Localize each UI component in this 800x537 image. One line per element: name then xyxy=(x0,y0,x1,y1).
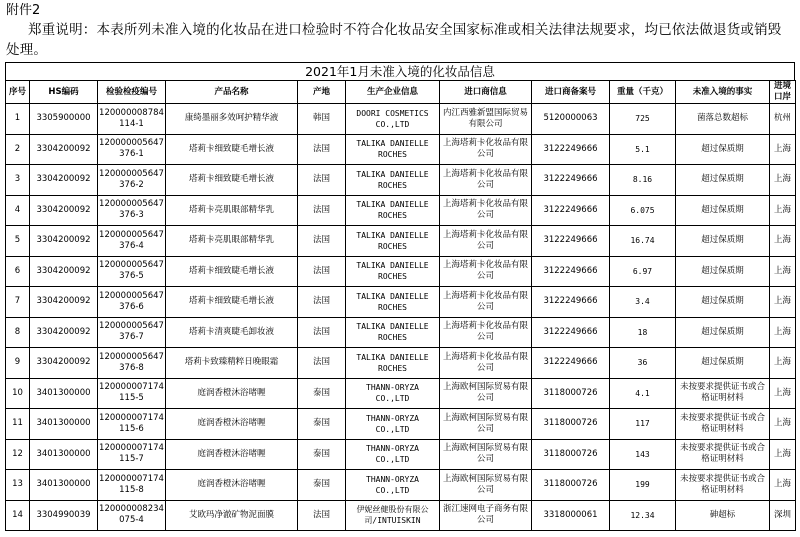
cell-reason: 超过保质期 xyxy=(676,134,770,165)
cell-origin: 法国 xyxy=(298,195,346,226)
cell-manufacturer: TALIKA DANIELLE ROCHES xyxy=(346,165,440,196)
cell-record-no: 3122249666 xyxy=(532,134,610,165)
cell-reason: 未按要求提供证书或合格证明材料 xyxy=(676,409,770,440)
cell-manufacturer: THANN-ORYZA CO.,LTD xyxy=(346,409,440,440)
column-header: 序号 xyxy=(6,81,30,104)
cell-port: 上海 xyxy=(770,256,796,287)
cell-record-no: 3118000726 xyxy=(532,409,610,440)
cell-hs-code: 3304200092 xyxy=(30,287,98,318)
cell-product-name: 庭润香橙沐浴啫喱 xyxy=(166,439,298,470)
cell-weight: 725 xyxy=(610,104,676,135)
cell-origin: 韩国 xyxy=(298,104,346,135)
cell-weight: 6.075 xyxy=(610,195,676,226)
cell-origin: 法国 xyxy=(298,287,346,318)
cell-manufacturer: THANN-ORYZA CO.,LTD xyxy=(346,470,440,501)
cell-record-no: 3118000726 xyxy=(532,378,610,409)
cell-product-name: 塔莉卡细致睫毛增长液 xyxy=(166,165,298,196)
cell-hs-code: 3304200092 xyxy=(30,165,98,196)
cell-hs-code: 3304200092 xyxy=(30,226,98,257)
cell-hs-code: 3401300000 xyxy=(30,378,98,409)
column-header: 产品名称 xyxy=(166,81,298,104)
cell-record-no: 3122249666 xyxy=(532,256,610,287)
table-row xyxy=(6,287,796,318)
table-row xyxy=(6,439,796,470)
cell-manufacturer: DOORI COSMETICS CO.,LTD xyxy=(346,104,440,135)
table-row xyxy=(6,256,796,287)
column-header: 产地 xyxy=(298,81,346,104)
column-header: 重量（千克） xyxy=(610,81,676,104)
cell-port: 上海 xyxy=(770,409,796,440)
cell-weight: 3.4 xyxy=(610,287,676,318)
cell-origin: 法国 xyxy=(298,500,346,530)
cell-no: 5 xyxy=(6,226,30,257)
cell-origin: 法国 xyxy=(298,256,346,287)
cell-weight: 6.97 xyxy=(610,256,676,287)
cell-hs-code: 3304200092 xyxy=(30,348,98,379)
cell-no: 6 xyxy=(6,256,30,287)
cell-port: 上海 xyxy=(770,165,796,196)
cell-importer: 上海欧柯国际贸易有限公司 xyxy=(440,409,532,440)
cell-port: 上海 xyxy=(770,226,796,257)
cell-reason: 超过保质期 xyxy=(676,287,770,318)
cell-product-name: 塔莉卡亮肌眼部精华乳 xyxy=(166,226,298,257)
cell-importer: 上海欧柯国际贸易有限公司 xyxy=(440,470,532,501)
cell-inspection-no: 120000005647376-2 xyxy=(98,165,166,196)
cell-inspection-no: 120000007174115-5 xyxy=(98,378,166,409)
cell-port: 上海 xyxy=(770,287,796,318)
cell-weight: 18 xyxy=(610,317,676,348)
cell-no: 11 xyxy=(6,409,30,440)
cell-no: 7 xyxy=(6,287,30,318)
cell-inspection-no: 120000005647376-1 xyxy=(98,134,166,165)
cell-inspection-no: 120000007174115-8 xyxy=(98,470,166,501)
cell-manufacturer: TALIKA DANIELLE ROCHES xyxy=(346,256,440,287)
cell-port: 上海 xyxy=(770,195,796,226)
cell-no: 10 xyxy=(6,378,30,409)
cell-record-no: 3122249666 xyxy=(532,317,610,348)
cell-record-no: 3122249666 xyxy=(532,348,610,379)
table-header-row xyxy=(6,81,796,104)
cell-hs-code: 3304200092 xyxy=(30,317,98,348)
cell-product-name: 庭润香橙沐浴啫喱 xyxy=(166,378,298,409)
cell-reason: 未按要求提供证书或合格证明材料 xyxy=(676,439,770,470)
cell-port: 上海 xyxy=(770,439,796,470)
table-row xyxy=(6,134,796,165)
table-row xyxy=(6,195,796,226)
cell-product-name: 塔莉卡细致睫毛增长液 xyxy=(166,287,298,318)
cell-inspection-no: 120000005647376-7 xyxy=(98,317,166,348)
cell-inspection-no: 120000008784114-1 xyxy=(98,104,166,135)
cell-reason: 砷超标 xyxy=(676,500,770,530)
cell-origin: 泰国 xyxy=(298,439,346,470)
cell-record-no: 3122249666 xyxy=(532,195,610,226)
cell-origin: 法国 xyxy=(298,348,346,379)
cell-inspection-no: 120000008234075-4 xyxy=(98,500,166,530)
cell-reason: 菌落总数超标 xyxy=(676,104,770,135)
cell-importer: 上海塔莉卡化妆品有限公司 xyxy=(440,134,532,165)
cell-manufacturer: TALIKA DANIELLE ROCHES xyxy=(346,348,440,379)
cell-manufacturer: TALIKA DANIELLE ROCHES xyxy=(346,317,440,348)
cell-reason: 超过保质期 xyxy=(676,195,770,226)
cell-no: 9 xyxy=(6,348,30,379)
cell-inspection-no: 120000005647376-6 xyxy=(98,287,166,318)
column-header: 检验检疫编号 xyxy=(98,81,166,104)
cell-port: 上海 xyxy=(770,317,796,348)
cell-hs-code: 3304200092 xyxy=(30,256,98,287)
cell-origin: 法国 xyxy=(298,317,346,348)
column-header: HS编码 xyxy=(30,81,98,104)
cell-origin: 法国 xyxy=(298,165,346,196)
cell-hs-code: 3304200092 xyxy=(30,195,98,226)
cosmetics-table xyxy=(5,80,796,531)
cell-origin: 泰国 xyxy=(298,409,346,440)
cell-manufacturer: TALIKA DANIELLE ROCHES xyxy=(346,134,440,165)
cell-record-no: 3122249666 xyxy=(532,226,610,257)
cell-origin: 法国 xyxy=(298,134,346,165)
cell-weight: 143 xyxy=(610,439,676,470)
cell-product-name: 塔莉卡细致睫毛增长液 xyxy=(166,256,298,287)
table-row xyxy=(6,470,796,501)
table-row xyxy=(6,348,796,379)
cell-no: 3 xyxy=(6,165,30,196)
cell-weight: 5.1 xyxy=(610,134,676,165)
table-title: 2021年1月未准入境的化妆品信息 xyxy=(5,62,795,80)
cell-weight: 4.1 xyxy=(610,378,676,409)
cell-weight: 12.34 xyxy=(610,500,676,530)
table-row xyxy=(6,226,796,257)
cell-inspection-no: 120000007174115-6 xyxy=(98,409,166,440)
cell-port: 上海 xyxy=(770,470,796,501)
cell-no: 2 xyxy=(6,134,30,165)
cell-importer: 上海欧柯国际贸易有限公司 xyxy=(440,378,532,409)
cell-product-name: 庭润香橙沐浴啫喱 xyxy=(166,409,298,440)
cell-no: 8 xyxy=(6,317,30,348)
cell-product-name: 庭润香橙沐浴啫喱 xyxy=(166,470,298,501)
cell-inspection-no: 120000005647376-4 xyxy=(98,226,166,257)
cell-record-no: 3122249666 xyxy=(532,165,610,196)
cell-importer: 上海塔莉卡化妆品有限公司 xyxy=(440,256,532,287)
cell-reason: 未按要求提供证书或合格证明材料 xyxy=(676,378,770,409)
cell-inspection-no: 120000005647376-5 xyxy=(98,256,166,287)
cell-port: 上海 xyxy=(770,348,796,379)
cell-product-name: 塔莉卡细致睫毛增长液 xyxy=(166,134,298,165)
cell-manufacturer: TALIKA DANIELLE ROCHES xyxy=(346,287,440,318)
table-row xyxy=(6,104,796,135)
cell-reason: 未按要求提供证书或合格证明材料 xyxy=(676,470,770,501)
cell-port: 上海 xyxy=(770,134,796,165)
cell-reason: 超过保质期 xyxy=(676,317,770,348)
cell-record-no: 3122249666 xyxy=(532,287,610,318)
column-header: 生产企业信息 xyxy=(346,81,440,104)
cell-no: 14 xyxy=(6,500,30,530)
table-row xyxy=(6,317,796,348)
cell-no: 4 xyxy=(6,195,30,226)
cell-no: 12 xyxy=(6,439,30,470)
cell-port: 上海 xyxy=(770,378,796,409)
cell-record-no: 3318000061 xyxy=(532,500,610,530)
cell-port: 杭州 xyxy=(770,104,796,135)
cell-no: 13 xyxy=(6,470,30,501)
cell-record-no: 3118000726 xyxy=(532,470,610,501)
cell-weight: 36 xyxy=(610,348,676,379)
cell-weight: 117 xyxy=(610,409,676,440)
cell-product-name: 塔莉卡致臻精粹日晚眼霜 xyxy=(166,348,298,379)
cell-reason: 超过保质期 xyxy=(676,226,770,257)
cell-reason: 超过保质期 xyxy=(676,165,770,196)
table-row xyxy=(6,500,796,530)
attachment-label: 附件2 xyxy=(6,3,41,18)
cell-hs-code: 3401300000 xyxy=(30,409,98,440)
cell-product-name: 塔莉卡清爽睫毛卸妆液 xyxy=(166,317,298,348)
cell-importer: 上海塔莉卡化妆品有限公司 xyxy=(440,226,532,257)
cell-importer: 上海塔莉卡化妆品有限公司 xyxy=(440,348,532,379)
cell-inspection-no: 120000005647376-3 xyxy=(98,195,166,226)
column-header: 进境口岸 xyxy=(770,81,796,104)
cell-weight: 199 xyxy=(610,470,676,501)
column-header: 未准入境的事实 xyxy=(676,81,770,104)
cell-importer: 浙江速网电子商务有限公司 xyxy=(440,500,532,530)
cell-reason: 超过保质期 xyxy=(676,256,770,287)
cell-inspection-no: 120000007174115-7 xyxy=(98,439,166,470)
cell-hs-code: 3305900000 xyxy=(30,104,98,135)
cell-manufacturer: THANN-ORYZA CO.,LTD xyxy=(346,378,440,409)
cell-reason: 超过保质期 xyxy=(676,348,770,379)
cell-inspection-no: 120000005647376-8 xyxy=(98,348,166,379)
cell-product-name: 康绮墨丽多效呵护精华液 xyxy=(166,104,298,135)
cell-importer: 上海塔莉卡化妆品有限公司 xyxy=(440,287,532,318)
column-header: 进口商备案号 xyxy=(532,81,610,104)
cell-hs-code: 3304990039 xyxy=(30,500,98,530)
table-row xyxy=(6,165,796,196)
cell-importer: 上海塔莉卡化妆品有限公司 xyxy=(440,165,532,196)
cell-hs-code: 3304200092 xyxy=(30,134,98,165)
cell-hs-code: 3401300000 xyxy=(30,439,98,470)
cell-origin: 泰国 xyxy=(298,470,346,501)
notice-paragraph: 郑重说明：本表所列未准入境的化妆品在进口检验时不符合化妆品安全国家标准或相关法律法规要求，均已依法做退货或销毁处理。 xyxy=(6,22,782,58)
cell-origin: 法国 xyxy=(298,226,346,257)
cell-product-name: 塔莉卡亮肌眼部精华乳 xyxy=(166,195,298,226)
cell-hs-code: 3401300000 xyxy=(30,470,98,501)
table-row xyxy=(6,378,796,409)
cosmetics-table-section xyxy=(5,62,795,531)
cell-importer: 内江西雅新盟国际贸易有限公司 xyxy=(440,104,532,135)
cell-product-name: 艾欧玛净澈矿物泥面膜 xyxy=(166,500,298,530)
cell-manufacturer: 伊妮丝健股份有限公司/INTUISKIN xyxy=(346,500,440,530)
cell-manufacturer: TALIKA DANIELLE ROCHES xyxy=(346,226,440,257)
cell-manufacturer: TALIKA DANIELLE ROCHES xyxy=(346,195,440,226)
table-row xyxy=(6,409,796,440)
cell-importer: 上海塔莉卡化妆品有限公司 xyxy=(440,195,532,226)
column-header: 进口商信息 xyxy=(440,81,532,104)
cell-weight: 8.16 xyxy=(610,165,676,196)
cell-no: 1 xyxy=(6,104,30,135)
cell-manufacturer: THANN-ORYZA CO.,LTD xyxy=(346,439,440,470)
cell-origin: 泰国 xyxy=(298,378,346,409)
cell-record-no: 3118000726 xyxy=(532,439,610,470)
cell-port: 深圳 xyxy=(770,500,796,530)
cell-importer: 上海欧柯国际贸易有限公司 xyxy=(440,439,532,470)
cell-weight: 16.74 xyxy=(610,226,676,257)
cell-importer: 上海塔莉卡化妆品有限公司 xyxy=(440,317,532,348)
cell-record-no: 5120000063 xyxy=(532,104,610,135)
